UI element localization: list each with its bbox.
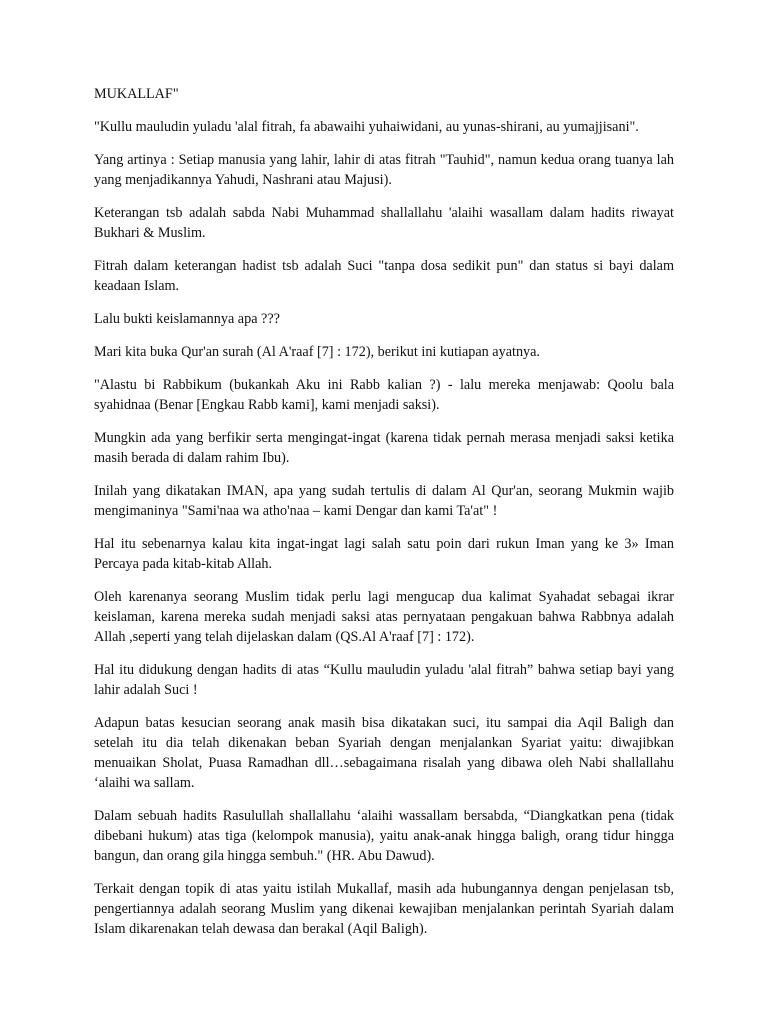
- document-body: [94, 84, 674, 952]
- paragraph-mukallaf-definition: Terkait dengan topik di atas yaitu istilah Mukallaf, masih ada hubungannya dengan penjelasan tsb, pengertiannya adalah seorang Muslim yang dikenai kewajiban menjalankan perintah Syariah dalam Islam dikarenakan telah dewasa dan berakal (Aqil Baligh).: [94, 881, 674, 937]
- paragraph-alastu-quote: "Alastu bi Rabbikum (bukankah Aku ini Rabb kalian ?) - lalu mereka menjawab: Qoolu bala syahidnaa (Benar [Engkau Rabb kami], kami menjadi saksi).: [94, 377, 674, 413]
- paragraph-hadith-pena: Dalam sebuah hadits Rasulullah shallallahu ‘alaihi wassallam bersabda, “Diangkatkan pena (tidak dibebani hukum) atas tiga (kelompok manusia), yaitu anak-anak hingga baligh, orang tidur hingga bangun, dan orang gila hingga sembuh." (HR. Abu Dawud).: [94, 808, 674, 864]
- paragraph-source: Keterangan tsb adalah sabda Nabi Muhammad shallallahu 'alaihi wasallam dalam hadits riwayat Bukhari & Muslim.: [94, 205, 674, 241]
- paragraph-iman: Inilah yang dikatakan IMAN, apa yang sudah tertulis di dalam Al Qur'an, seorang Mukmin wajib mengimaninya "Sami'naa wa atho'naa – kami Dengar dan kami Ta'at" !: [94, 483, 674, 519]
- paragraph-meaning: Yang artinya : Setiap manusia yang lahir, lahir di atas fitrah "Tauhid", namun kedua orang tuanya lah yang menjadikannya Yahudi, Nashrani atau Majusi).: [94, 152, 674, 188]
- paragraph-hadith-quote: "Kullu mauludin yuladu 'alal fitrah, fa abawaihi yuhaiwidani, au yunas-shirani, au yumajjisani".: [94, 119, 639, 135]
- paragraph-syahadat: Oleh karenanya seorang Muslim tidak perlu lagi mengucap dua kalimat Syahadat sebagai ikrar keislaman, karena mereka sudah menjadi saksi atas pernyataan pengakuan bahwa Rabbnya adalah Allah ,seperti yang telah dijelaskan dalam (QS.Al A'raaf [7] : 172).: [94, 589, 674, 645]
- document-title: MUKALLAF": [94, 86, 179, 102]
- paragraph-fitrah: Fitrah dalam keterangan hadist tsb adalah Suci "tanpa dosa sedikit pun" dan status si bayi dalam keadaan Islam.: [94, 258, 674, 294]
- paragraph-aqil-baligh: Adapun batas kesucian seorang anak masih bisa dikatakan suci, itu sampai dia Aqil Baligh dan setelah itu dia telah dikenakan beban Syariah dengan menjalankan Syariat yaitu: diwajibkan menuaikan Sholat, Puasa Ramadhan dll…sebagaimana risalah yang dibawa oleh Nabi shallallahu ‘alaihi wa sallam.: [94, 715, 674, 791]
- paragraph-support: Hal itu didukung dengan hadits di atas “Kullu mauludin yuladu 'alal fitrah” bahwa setiap bayi yang lahir adalah Suci !: [94, 662, 674, 698]
- paragraph-rukun-iman: Hal itu sebenarnya kalau kita ingat-ingat lagi salah satu poin dari rukun Iman yang ke 3» Iman Percaya pada kitab-kitab Allah.: [94, 536, 674, 572]
- paragraph-question: Lalu bukti keislamannya apa ???: [94, 311, 280, 327]
- paragraph-remembering: Mungkin ada yang berfikir serta mengingat-ingat (karena tidak pernah merasa menjadi saksi ketika masih berada di dalam rahim Ibu).: [94, 430, 674, 466]
- paragraph-surah-reference: Mari kita buka Qur'an surah (Al A'raaf [7] : 172), berikut ini kutiapan ayatnya.: [94, 344, 540, 360]
